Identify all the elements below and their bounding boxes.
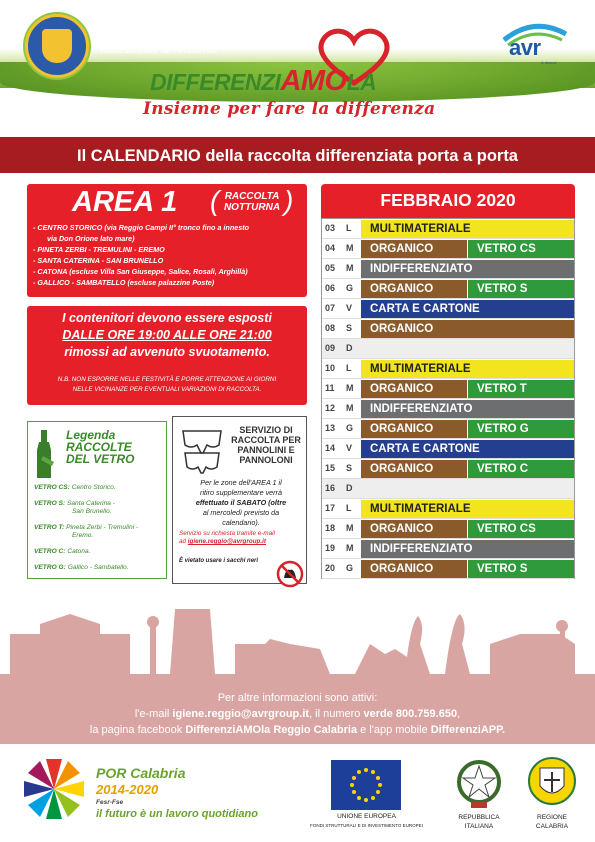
- por-years: 2014-2020: [96, 782, 159, 797]
- logo-part-la: LA: [346, 69, 377, 95]
- calendar-row: [322, 239, 574, 259]
- collection-multi: MULTIMATERIALE: [361, 500, 574, 518]
- info-text: l'e-mail: [134, 708, 170, 720]
- glass-legend-box: [27, 421, 167, 579]
- eu-flag-icon: [331, 760, 401, 810]
- diaper-text-e: calendario).: [222, 518, 260, 527]
- por-title: POR Calabria: [96, 765, 186, 781]
- info-app-link[interactable]: DifferenziAPP.: [430, 724, 506, 736]
- calendar-row: [322, 459, 574, 479]
- calendar-day-of-week: L: [346, 503, 352, 513]
- calendar-day-number: 03: [325, 223, 336, 233]
- collection-vetro: VETRO S: [468, 560, 574, 578]
- calendar-row: [322, 279, 574, 299]
- area-note-paren-left: (: [210, 185, 220, 216]
- containers-hours: DALLE ORE 19:00 ALLE ORE 21:00: [62, 328, 272, 342]
- calendar-day-of-week: V: [346, 443, 353, 453]
- calendar-day-number: 08: [325, 323, 336, 333]
- calendar-row: [322, 539, 574, 559]
- calendar-day-of-week: D: [346, 483, 353, 493]
- rep-label-line1: REPUBBLICA: [458, 814, 500, 821]
- info-facebook-link[interactable]: DifferenziAMOla Reggio Calabria: [185, 724, 358, 736]
- city-name: Reggio Calabria: [135, 31, 216, 43]
- area-note: [223, 191, 281, 213]
- calendar-day-number: 04: [325, 243, 336, 253]
- no-black-bag-icon: [276, 560, 304, 588]
- collection-multi: MULTIMATERIALE: [361, 220, 574, 238]
- nb-line1: N.B. NON ESPORRE NELLE FESTIVITÀ E PORRE ATTENZIONE AI GIORNI: [57, 376, 277, 383]
- collection-carta: CARTA E CARTONE: [361, 300, 574, 318]
- calendar-day-of-week: G: [346, 283, 354, 293]
- calendar-day-number: 15: [325, 463, 336, 473]
- zone-item: - CATONA (escluse Villa San Giuseppe, Salice, Rosalì, Arghillà): [33, 267, 248, 276]
- legend-code: VETRO G:: [34, 564, 66, 571]
- calendar-day-of-week: S: [346, 323, 353, 333]
- containers-line1: I contenitori devono essere esposti: [62, 311, 272, 325]
- collection-organico: ORGANICO: [361, 280, 467, 298]
- page-title: Il CALENDARIO della raccolta differenziata porta a porta: [76, 147, 518, 165]
- calendar-row: [322, 359, 574, 379]
- por-calabria-logo-icon: [20, 755, 88, 823]
- italian-republic-label: [445, 813, 513, 831]
- logo-part-differenzi: DIFFERENZI: [150, 69, 281, 95]
- collection-indiff: INDIFFERENZIATO: [361, 400, 574, 418]
- zone-item: via Don Orione lato mare): [47, 234, 135, 243]
- collection-organico: ORGANICO: [361, 420, 467, 438]
- calendar-row: [322, 519, 574, 539]
- calendar-day-of-week: V: [346, 303, 353, 313]
- eu-label: UNIONE EUROPEA: [337, 813, 396, 820]
- logo-part-amo: AMO: [280, 65, 347, 97]
- collection-organico: ORGANICO: [361, 460, 467, 478]
- collection-organico: ORGANICO: [361, 240, 467, 258]
- calendar-day-of-week: M: [346, 263, 354, 273]
- collection-vetro: VETRO T: [468, 380, 574, 398]
- collection-multi: MULTIMATERIALE: [361, 360, 574, 378]
- collection-vetro: VETRO S: [468, 280, 574, 298]
- legend-code: VETRO C:: [34, 548, 66, 555]
- calendar-day-number: 17: [325, 503, 336, 513]
- area-note-line1: RACCOLTA: [224, 191, 280, 202]
- containers-box: [27, 306, 307, 405]
- containers-nb: [33, 375, 301, 395]
- legend-item: [34, 564, 138, 572]
- diaper-title-line4: PANNOLONI: [239, 455, 293, 465]
- info-intro: Per altre informazioni sono attivi:: [217, 692, 378, 704]
- calendar-day-of-week: M: [346, 403, 354, 413]
- calendar-body: [321, 218, 575, 579]
- diaper-text-c: effettuato il SABATO (oltre: [195, 498, 287, 507]
- calendar-day-number: 14: [325, 443, 336, 453]
- legend-code: VETRO CS:: [34, 484, 70, 491]
- slogan: Insieme per fare la differenza: [143, 99, 436, 119]
- calendar-day-number: 07: [325, 303, 336, 313]
- legend-list: [34, 484, 138, 580]
- calabria-region-label: [515, 813, 589, 831]
- collection-organico: ORGANICO: [361, 520, 467, 538]
- area-box: [27, 184, 307, 297]
- calendar-row: [322, 419, 574, 439]
- info-text: ,: [457, 708, 461, 720]
- collection-organico: ORGANICO: [361, 320, 574, 338]
- calendar-day-of-week: L: [346, 223, 352, 233]
- calendar-day-of-week: L: [346, 363, 352, 373]
- calendar-day-of-week: M: [346, 523, 354, 533]
- info-social: [0, 724, 595, 736]
- area-zone-list: [33, 222, 249, 288]
- calendar-row: [322, 339, 574, 359]
- eu-subtitle: FONDI STRUTTURALI E DI INVESTIMENTO EUROPEI: [310, 823, 423, 828]
- calendar-day-of-week: D: [346, 343, 353, 353]
- diaper-service-box: [172, 416, 307, 584]
- legend-item: [34, 524, 138, 540]
- calendar-day-number: 18: [325, 523, 336, 533]
- calendar-day-of-week: G: [346, 423, 354, 433]
- legend-code: VETRO S:: [34, 500, 66, 507]
- zone-item: - CENTRO STORICO (via Reggio Campi II° tronco fino a innesto: [33, 223, 249, 232]
- collection-vetro: VETRO C: [468, 460, 574, 478]
- collection-vetro: VETRO CS: [468, 520, 574, 538]
- calendar-day-number: 19: [325, 543, 336, 553]
- calendar-day-number: 13: [325, 423, 336, 433]
- calendar-day-number: 06: [325, 283, 336, 293]
- legend-desc: Pineta Zerbi - Tremulini -: [66, 524, 139, 531]
- legend-desc-cont: Eremo.: [72, 532, 94, 539]
- calendar-row: [322, 299, 574, 319]
- zone-item: - PINETA ZERBI - TREMULINI - EREMO: [33, 245, 165, 254]
- legend-code: VETRO T:: [34, 524, 65, 531]
- calendar-day-number: 16: [325, 483, 336, 493]
- legend-title: [66, 429, 134, 465]
- diaper-email-prefix: ad: [179, 538, 187, 545]
- legend-desc: Catona.: [67, 548, 91, 555]
- calendar-day-of-week: S: [346, 463, 353, 473]
- calendar-row: [322, 379, 574, 399]
- zone-item: - GALLICO - SAMBATELLO (escluse palazzine Poste): [33, 278, 215, 287]
- zone-item: - SANTA CATERINA - SAN BRUNELLO: [33, 256, 164, 265]
- calendar-day-number: 09: [325, 343, 336, 353]
- collection-indiff: INDIFFERENZIATO: [361, 540, 574, 558]
- collection-vetro: VETRO G: [468, 420, 574, 438]
- calendar-day-of-week: G: [346, 563, 354, 573]
- city-coat-of-arms-icon: [25, 14, 89, 78]
- por-motto: il futuro è un lavoro quotidiano: [96, 808, 258, 820]
- city-skyline-background: [0, 604, 595, 744]
- calendar-day-of-week: M: [346, 543, 354, 553]
- nb-line2: NELLE VICINANZE PER EVENTUALI VARIAZIONI DI RACCOLTA.: [72, 386, 262, 393]
- differenziamola-logo: [150, 65, 376, 98]
- legend-desc-cont: San Brunello.: [72, 508, 112, 515]
- collection-organico: ORGANICO: [361, 560, 467, 578]
- diaper-text: [179, 478, 303, 528]
- collection-indiff: INDIFFERENZIATO: [361, 260, 574, 278]
- calendar-row: [322, 479, 574, 499]
- calendar-row: [322, 439, 574, 459]
- calendar-row: [322, 259, 574, 279]
- info-phone-number[interactable]: verde 800.759.650: [363, 708, 458, 720]
- info-contacts: [0, 708, 595, 720]
- italian-republic-emblem-icon: [455, 758, 503, 810]
- calendar-row: [322, 399, 574, 419]
- diaper-text-d: al mercoledì previsto da: [202, 508, 280, 517]
- avr-logo-subtext: & diversi: [541, 60, 557, 65]
- calendar-day-number: 05: [325, 263, 336, 273]
- calendar-title: FEBBRAIO 2020: [380, 190, 516, 210]
- calendar-day-number: 12: [325, 403, 336, 413]
- reg-label-line2: CALABRIA: [535, 823, 569, 830]
- city-prefix: Città di: [100, 31, 133, 43]
- calendar-row: [322, 219, 574, 239]
- legend-item: [34, 500, 138, 516]
- info-email-link[interactable]: igiene.reggio@avrgroup.it: [172, 708, 310, 720]
- calendar-day-number: 11: [325, 383, 335, 393]
- reg-label-line1: REGIONE: [537, 814, 567, 821]
- legend-item: [34, 484, 138, 492]
- legend-desc: Santa Caterina -: [66, 500, 115, 507]
- containers-line3: rimossi ad avvenuto svuotamento.: [64, 345, 270, 359]
- calendar-day-of-week: M: [346, 383, 354, 393]
- diaper-title-line3: PANNOLINI E: [237, 445, 295, 455]
- area-title: AREA 1: [72, 186, 178, 218]
- legend-desc: Gallico - Sambatello.: [67, 564, 129, 571]
- area-note-line2: NOTTURNA: [223, 202, 281, 213]
- diaper-title-line1: SERVIZIO DI: [239, 425, 293, 435]
- diaper-text-a: Per le zone dell'AREA 1 il: [200, 478, 282, 487]
- calendar-day-number: 20: [325, 563, 336, 573]
- info-text: la pagina facebook: [89, 724, 183, 736]
- collection-carta: CARTA E CARTONE: [361, 440, 574, 458]
- diaper-email-link[interactable]: igiene.reggio@avrgroup.it: [187, 538, 266, 545]
- glass-bottle-icon: [34, 428, 56, 484]
- diaper-email-line1: Servizio su richiesta tramite e-mail: [179, 530, 275, 537]
- calendar-day-number: 10: [325, 363, 336, 373]
- calendar-row: [322, 319, 574, 339]
- diaper-title: [227, 425, 305, 465]
- collection-organico: ORGANICO: [361, 380, 467, 398]
- legend-title-line2: RACCOLTE: [66, 440, 132, 454]
- calabria-region-emblem-icon: [527, 756, 577, 810]
- rep-label-line2: ITALIANA: [464, 823, 494, 830]
- calendar-row: [322, 499, 574, 519]
- city-heading: [100, 31, 218, 57]
- avr-logo-text: avr: [509, 35, 541, 60]
- department-name: Assessorato all'Ambiente: [100, 44, 218, 56]
- diaper-email-info: [179, 530, 303, 546]
- legend-title-line3: DEL VETRO: [66, 452, 135, 466]
- diaper-title-line2: RACCOLTA PER: [231, 435, 301, 445]
- calendar-row: [322, 559, 574, 579]
- collection-vetro: VETRO CS: [468, 240, 574, 258]
- por-fund: Fesr-Fse: [96, 799, 124, 806]
- info-text: e l'app mobile: [360, 724, 428, 736]
- calendar-day-of-week: M: [346, 243, 354, 253]
- area-note-paren-right: ): [284, 185, 294, 216]
- diaper-text-b: ritiro supplementare verrà: [200, 488, 282, 497]
- legend-title-line1: Legenda: [66, 428, 116, 442]
- legend-item: [34, 548, 138, 556]
- diaper-note: È vietato usare i sacchi neri: [179, 558, 259, 564]
- info-text: , il numero: [309, 708, 361, 720]
- legend-desc: Centro Storico.: [71, 484, 116, 491]
- diaper-icon: [179, 423, 225, 475]
